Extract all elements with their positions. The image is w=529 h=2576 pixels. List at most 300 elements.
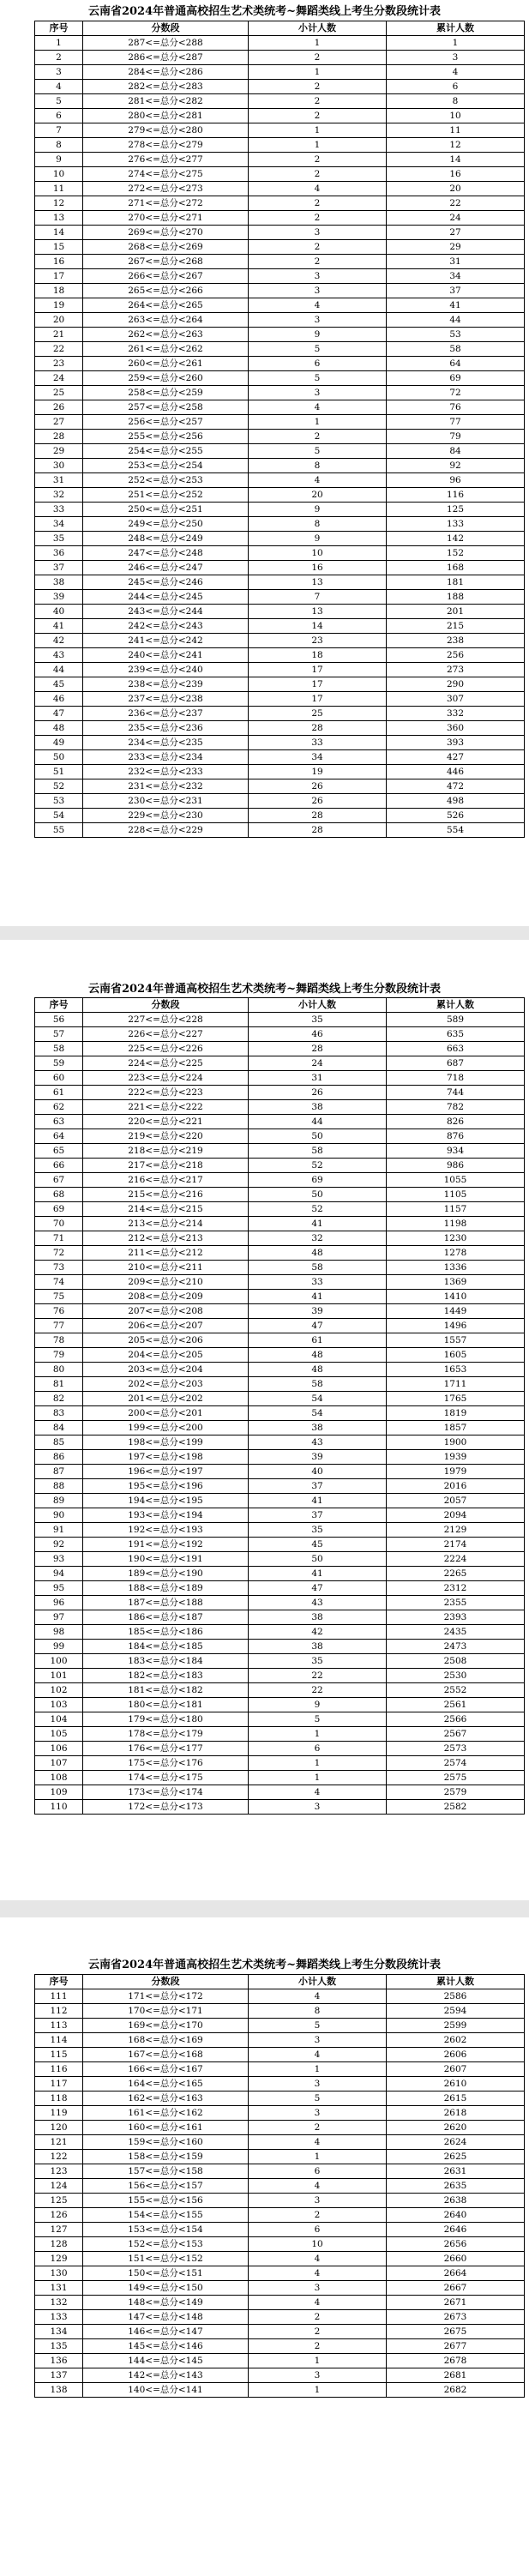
- cell-cumulative: 2610: [387, 2077, 525, 2091]
- cell-subtotal: 5: [249, 1712, 387, 1727]
- cell-score-range: 274<=总分<275: [83, 167, 249, 182]
- cell-subtotal: 4: [249, 473, 387, 488]
- table-row: [35, 2179, 525, 2194]
- cell-cumulative: 37: [387, 284, 525, 298]
- cell-subtotal: 13: [249, 605, 387, 619]
- cell-index: 108: [35, 1771, 83, 1785]
- cell-subtotal: 2: [249, 153, 387, 167]
- header-cumulative: 累计人数: [387, 1975, 525, 1989]
- table-row: [35, 1173, 525, 1188]
- cell-index: 61: [35, 1086, 83, 1100]
- cell-subtotal: 6: [249, 1742, 387, 1756]
- cell-cumulative: 2174: [387, 1538, 525, 1552]
- cell-subtotal: 44: [249, 1115, 387, 1129]
- cell-score-range: 211<=总分<212: [83, 1246, 249, 1261]
- cell-cumulative: 69: [387, 371, 525, 386]
- cell-index: 38: [35, 575, 83, 590]
- cell-cumulative: 8: [387, 94, 525, 109]
- cell-subtotal: 48: [249, 1348, 387, 1363]
- table-row: [35, 1567, 525, 1581]
- cell-cumulative: 1900: [387, 1435, 525, 1450]
- cell-index: 87: [35, 1465, 83, 1479]
- cell-subtotal: 28: [249, 809, 387, 823]
- header-subtotal: 小计人数: [249, 998, 387, 1013]
- table-row: [35, 1523, 525, 1538]
- cell-score-range: 197<=总分<198: [83, 1450, 249, 1465]
- table-row: [35, 328, 525, 342]
- cell-score-range: 167<=总分<168: [83, 2048, 249, 2062]
- cell-score-range: 282<=总分<283: [83, 80, 249, 94]
- table-body: [35, 1013, 525, 1815]
- table-row: [35, 1363, 525, 1377]
- table-row: [35, 1231, 525, 1246]
- cell-score-range: 210<=总分<211: [83, 1261, 249, 1275]
- cell-subtotal: 22: [249, 1669, 387, 1683]
- cell-subtotal: 50: [249, 1188, 387, 1202]
- cell-cumulative: 1711: [387, 1377, 525, 1392]
- cell-index: 71: [35, 1231, 83, 1246]
- table-header-row: [35, 1975, 525, 1989]
- cell-subtotal: 2: [249, 2121, 387, 2135]
- table-row: [35, 707, 525, 721]
- table-row: [35, 750, 525, 765]
- cell-cumulative: 360: [387, 721, 525, 736]
- table-row: [35, 1989, 525, 2004]
- cell-score-range: 183<=总分<184: [83, 1654, 249, 1669]
- cell-subtotal: 26: [249, 779, 387, 794]
- cell-score-range: 256<=总分<257: [83, 415, 249, 430]
- cell-index: 67: [35, 1173, 83, 1188]
- cell-index: 31: [35, 473, 83, 488]
- cell-subtotal: 50: [249, 1129, 387, 1144]
- cell-cumulative: 1496: [387, 1319, 525, 1333]
- header-index: 序号: [35, 998, 83, 1013]
- cell-subtotal: 10: [249, 2237, 387, 2252]
- cell-score-range: 287<=总分<288: [83, 36, 249, 51]
- cell-index: 103: [35, 1698, 83, 1712]
- cell-cumulative: 2640: [387, 2208, 525, 2223]
- table-row: [35, 1669, 525, 1683]
- cell-subtotal: 31: [249, 1071, 387, 1086]
- cell-subtotal: 2: [249, 430, 387, 444]
- cell-score-range: 140<=总分<141: [83, 2383, 249, 2398]
- cell-cumulative: 273: [387, 663, 525, 677]
- cell-cumulative: 2671: [387, 2296, 525, 2310]
- cell-score-range: 239<=总分<240: [83, 663, 249, 677]
- cell-score-range: 209<=总分<210: [83, 1275, 249, 1290]
- table-row: [35, 2223, 525, 2237]
- cell-score-range: 257<=总分<258: [83, 400, 249, 415]
- cell-index: 26: [35, 400, 83, 415]
- cell-subtotal: 43: [249, 1596, 387, 1610]
- cell-cumulative: 934: [387, 1144, 525, 1159]
- cell-score-range: 161<=总分<162: [83, 2106, 249, 2121]
- cell-score-range: 260<=总分<261: [83, 357, 249, 371]
- cell-index: 60: [35, 1071, 83, 1086]
- cell-cumulative: 2094: [387, 1508, 525, 1523]
- cell-subtotal: 3: [249, 1800, 387, 1815]
- cell-index: 24: [35, 371, 83, 386]
- cell-cumulative: 142: [387, 532, 525, 546]
- table-row: [35, 473, 525, 488]
- cell-subtotal: 54: [249, 1406, 387, 1421]
- cell-score-range: 265<=总分<266: [83, 284, 249, 298]
- cell-index: 86: [35, 1450, 83, 1465]
- cell-cumulative: 2678: [387, 2354, 525, 2368]
- cell-score-range: 175<=总分<176: [83, 1756, 249, 1771]
- cell-subtotal: 5: [249, 371, 387, 386]
- cell-index: 47: [35, 707, 83, 721]
- cell-cumulative: 986: [387, 1159, 525, 1173]
- cell-score-range: 155<=总分<156: [83, 2194, 249, 2208]
- cell-subtotal: 33: [249, 736, 387, 750]
- cell-score-range: 243<=总分<244: [83, 605, 249, 619]
- cell-score-range: 268<=总分<269: [83, 240, 249, 255]
- cell-index: 49: [35, 736, 83, 750]
- cell-index: 134: [35, 2325, 83, 2339]
- table-row: [35, 1377, 525, 1392]
- cell-index: 92: [35, 1538, 83, 1552]
- cell-index: 68: [35, 1188, 83, 1202]
- table-row: [35, 1144, 525, 1159]
- table-row: [35, 1217, 525, 1231]
- cell-index: 122: [35, 2150, 83, 2164]
- cell-subtotal: 58: [249, 1261, 387, 1275]
- cell-score-range: 170<=总分<171: [83, 2004, 249, 2019]
- cell-subtotal: 6: [249, 357, 387, 371]
- cell-score-range: 248<=总分<249: [83, 532, 249, 546]
- cell-subtotal: 2: [249, 80, 387, 94]
- table-row: [35, 2004, 525, 2019]
- cell-cumulative: 34: [387, 269, 525, 284]
- cell-index: 36: [35, 546, 83, 561]
- table-row: [35, 1392, 525, 1406]
- cell-score-range: 235<=总分<236: [83, 721, 249, 736]
- cell-subtotal: 52: [249, 1202, 387, 1217]
- cell-index: 59: [35, 1056, 83, 1071]
- table-row: [35, 1479, 525, 1494]
- cell-subtotal: 14: [249, 619, 387, 634]
- cell-subtotal: 4: [249, 2266, 387, 2281]
- cell-subtotal: 3: [249, 313, 387, 328]
- cell-score-range: 246<=总分<247: [83, 561, 249, 575]
- cell-score-range: 271<=总分<272: [83, 196, 249, 211]
- table-row: [35, 255, 525, 269]
- cell-score-range: 254<=总分<255: [83, 444, 249, 459]
- cell-index: 123: [35, 2164, 83, 2179]
- table-row: [35, 1683, 525, 1698]
- header-index: 序号: [35, 1975, 83, 1989]
- header-subtotal: 小计人数: [249, 1975, 387, 1989]
- table-row: [35, 2325, 525, 2339]
- table-row: [35, 1581, 525, 1596]
- cell-cumulative: 876: [387, 1129, 525, 1144]
- cell-index: 114: [35, 2033, 83, 2048]
- cell-cumulative: 22: [387, 196, 525, 211]
- cell-cumulative: 2508: [387, 1654, 525, 1669]
- table-row: [35, 532, 525, 546]
- cell-score-range: 192<=总分<193: [83, 1523, 249, 1538]
- cell-index: 21: [35, 328, 83, 342]
- cell-cumulative: 554: [387, 823, 525, 838]
- cell-index: 88: [35, 1479, 83, 1494]
- cell-index: 120: [35, 2121, 83, 2135]
- cell-cumulative: 2586: [387, 1989, 525, 2004]
- document-page-2: [0, 940, 529, 1900]
- cell-index: 11: [35, 182, 83, 196]
- cell-subtotal: 38: [249, 1610, 387, 1625]
- table-row: [35, 736, 525, 750]
- cell-cumulative: 256: [387, 648, 525, 663]
- cell-subtotal: 40: [249, 1465, 387, 1479]
- cell-subtotal: 17: [249, 677, 387, 692]
- cell-index: 62: [35, 1100, 83, 1115]
- cell-score-range: 157<=总分<158: [83, 2164, 249, 2179]
- cell-score-range: 144<=总分<145: [83, 2354, 249, 2368]
- table-row: [35, 2368, 525, 2383]
- cell-subtotal: 8: [249, 2004, 387, 2019]
- table-row: [35, 1100, 525, 1115]
- cell-cumulative: 498: [387, 794, 525, 809]
- header-score-range: 分数段: [83, 998, 249, 1013]
- table-row: [35, 1771, 525, 1785]
- cell-score-range: 145<=总分<146: [83, 2339, 249, 2354]
- cell-index: 25: [35, 386, 83, 400]
- cell-index: 102: [35, 1683, 83, 1698]
- table-row: [35, 400, 525, 415]
- table-row: [35, 153, 525, 167]
- cell-cumulative: 2656: [387, 2237, 525, 2252]
- cell-index: 121: [35, 2135, 83, 2150]
- cell-score-range: 174<=总分<175: [83, 1771, 249, 1785]
- cell-cumulative: 2667: [387, 2281, 525, 2296]
- cell-score-range: 222<=总分<223: [83, 1086, 249, 1100]
- cell-score-range: 164<=总分<165: [83, 2077, 249, 2091]
- cell-index: 4: [35, 80, 83, 94]
- cell-index: 17: [35, 269, 83, 284]
- cell-cumulative: 188: [387, 590, 525, 605]
- cell-index: 117: [35, 2077, 83, 2091]
- table-row: [35, 1275, 525, 1290]
- cell-cumulative: 92: [387, 459, 525, 473]
- cell-subtotal: 42: [249, 1625, 387, 1640]
- cell-score-range: 201<=总分<202: [83, 1392, 249, 1406]
- cell-score-range: 216<=总分<217: [83, 1173, 249, 1188]
- cell-cumulative: 1157: [387, 1202, 525, 1217]
- cell-cumulative: 2393: [387, 1610, 525, 1625]
- cell-index: 100: [35, 1654, 83, 1669]
- cell-score-range: 158<=总分<159: [83, 2150, 249, 2164]
- cell-cumulative: 1369: [387, 1275, 525, 1290]
- cell-score-range: 227<=总分<228: [83, 1013, 249, 1027]
- cell-cumulative: 14: [387, 153, 525, 167]
- cell-cumulative: 1230: [387, 1231, 525, 1246]
- cell-subtotal: 28: [249, 823, 387, 838]
- table-row: [35, 94, 525, 109]
- cell-index: 40: [35, 605, 83, 619]
- cell-score-range: 236<=总分<237: [83, 707, 249, 721]
- cell-index: 37: [35, 561, 83, 575]
- cell-index: 14: [35, 226, 83, 240]
- cell-index: 90: [35, 1508, 83, 1523]
- table-row: [35, 444, 525, 459]
- table-row: [35, 415, 525, 430]
- cell-subtotal: 16: [249, 561, 387, 575]
- cell-cumulative: 1449: [387, 1304, 525, 1319]
- cell-index: 104: [35, 1712, 83, 1727]
- cell-score-range: 241<=总分<242: [83, 634, 249, 648]
- cell-subtotal: 58: [249, 1144, 387, 1159]
- cell-cumulative: 2615: [387, 2091, 525, 2106]
- cell-index: 58: [35, 1042, 83, 1056]
- cell-subtotal: 43: [249, 1435, 387, 1450]
- cell-index: 12: [35, 196, 83, 211]
- cell-score-range: 185<=总分<186: [83, 1625, 249, 1640]
- cell-score-range: 220<=总分<221: [83, 1115, 249, 1129]
- cell-cumulative: 290: [387, 677, 525, 692]
- cell-subtotal: 3: [249, 386, 387, 400]
- table-row: [35, 677, 525, 692]
- cell-cumulative: 427: [387, 750, 525, 765]
- cell-cumulative: 589: [387, 1013, 525, 1027]
- cell-cumulative: 53: [387, 328, 525, 342]
- cell-index: 22: [35, 342, 83, 357]
- cell-score-range: 168<=总分<169: [83, 2033, 249, 2048]
- cell-cumulative: 1557: [387, 1333, 525, 1348]
- cell-subtotal: 1: [249, 36, 387, 51]
- table-body: [35, 1989, 525, 2398]
- cell-cumulative: 3: [387, 51, 525, 65]
- cell-cumulative: 1055: [387, 1173, 525, 1188]
- cell-index: 45: [35, 677, 83, 692]
- cell-score-range: 251<=总分<252: [83, 488, 249, 503]
- cell-score-range: 208<=总分<209: [83, 1290, 249, 1304]
- cell-score-range: 281<=总分<282: [83, 94, 249, 109]
- cell-subtotal: 35: [249, 1523, 387, 1538]
- cell-subtotal: 9: [249, 328, 387, 342]
- cell-cumulative: 718: [387, 1071, 525, 1086]
- table-row: [35, 503, 525, 517]
- cell-index: 46: [35, 692, 83, 707]
- cell-index: 19: [35, 298, 83, 313]
- page-separator: [0, 926, 529, 940]
- cell-index: 23: [35, 357, 83, 371]
- cell-index: 74: [35, 1275, 83, 1290]
- cell-index: 30: [35, 459, 83, 473]
- cell-cumulative: 2664: [387, 2266, 525, 2281]
- page-title: 云南省2024年普通高校招生艺术类统考~舞蹈类线上考生分数段统计表: [87, 1959, 442, 1971]
- cell-cumulative: 2561: [387, 1698, 525, 1712]
- cell-index: 126: [35, 2208, 83, 2223]
- cell-index: 75: [35, 1290, 83, 1304]
- cell-cumulative: 2473: [387, 1640, 525, 1654]
- cell-cumulative: 744: [387, 1086, 525, 1100]
- table-row: [35, 1290, 525, 1304]
- cell-index: 73: [35, 1261, 83, 1275]
- cell-subtotal: 34: [249, 750, 387, 765]
- cell-subtotal: 26: [249, 1086, 387, 1100]
- cell-score-range: 253<=总分<254: [83, 459, 249, 473]
- cell-score-range: 224<=总分<225: [83, 1056, 249, 1071]
- cell-subtotal: 35: [249, 1654, 387, 1669]
- cell-score-range: 237<=总分<238: [83, 692, 249, 707]
- cell-cumulative: 1105: [387, 1188, 525, 1202]
- cell-index: 138: [35, 2383, 83, 2398]
- cell-subtotal: 3: [249, 284, 387, 298]
- cell-cumulative: 2646: [387, 2223, 525, 2237]
- table-row: [35, 80, 525, 94]
- cell-score-range: 245<=总分<246: [83, 575, 249, 590]
- table-row: [35, 240, 525, 255]
- table-row: [35, 2106, 525, 2121]
- cell-index: 93: [35, 1552, 83, 1567]
- cell-score-range: 180<=总分<181: [83, 1698, 249, 1712]
- cell-cumulative: 2638: [387, 2194, 525, 2208]
- cell-cumulative: 826: [387, 1115, 525, 1129]
- table-row: [35, 2121, 525, 2135]
- cell-cumulative: 125: [387, 503, 525, 517]
- table-row: [35, 619, 525, 634]
- cell-cumulative: 2631: [387, 2164, 525, 2179]
- table-row: [35, 779, 525, 794]
- cell-index: 105: [35, 1727, 83, 1742]
- cell-score-range: 205<=总分<206: [83, 1333, 249, 1348]
- cell-score-range: 219<=总分<220: [83, 1129, 249, 1144]
- cell-score-range: 187<=总分<188: [83, 1596, 249, 1610]
- cell-subtotal: 4: [249, 2252, 387, 2266]
- cell-index: 98: [35, 1625, 83, 1640]
- table-row: [35, 2339, 525, 2354]
- table-row: [35, 36, 525, 51]
- cell-subtotal: 35: [249, 1013, 387, 1027]
- table-row: [35, 2252, 525, 2266]
- score-table: [34, 21, 525, 838]
- cell-index: 54: [35, 809, 83, 823]
- table-row: [35, 2296, 525, 2310]
- cell-cumulative: 2573: [387, 1742, 525, 1756]
- cell-cumulative: 526: [387, 809, 525, 823]
- cell-cumulative: 44: [387, 313, 525, 328]
- cell-cumulative: 215: [387, 619, 525, 634]
- table-row: [35, 51, 525, 65]
- table-row: [35, 65, 525, 80]
- cell-subtotal: 45: [249, 1538, 387, 1552]
- cell-score-range: 181<=总分<182: [83, 1683, 249, 1698]
- table-row: [35, 1596, 525, 1610]
- cell-index: 16: [35, 255, 83, 269]
- table-row: [35, 488, 525, 503]
- table-row: [35, 1246, 525, 1261]
- table-row: [35, 1421, 525, 1435]
- cell-score-range: 214<=总分<215: [83, 1202, 249, 1217]
- table-header-row: [35, 21, 525, 36]
- table-row: [35, 1071, 525, 1086]
- cell-score-range: 149<=总分<150: [83, 2281, 249, 2296]
- table-row: [35, 2164, 525, 2179]
- table-row: [35, 1406, 525, 1421]
- cell-cumulative: 1819: [387, 1406, 525, 1421]
- table-row: [35, 2310, 525, 2325]
- table-row: [35, 211, 525, 226]
- table-row: [35, 1494, 525, 1508]
- cell-cumulative: 152: [387, 546, 525, 561]
- cell-cumulative: 2635: [387, 2179, 525, 2194]
- cell-cumulative: 2530: [387, 1669, 525, 1683]
- cell-index: 137: [35, 2368, 83, 2383]
- cell-cumulative: 2574: [387, 1756, 525, 1771]
- table-row: [35, 1333, 525, 1348]
- cell-cumulative: 1605: [387, 1348, 525, 1363]
